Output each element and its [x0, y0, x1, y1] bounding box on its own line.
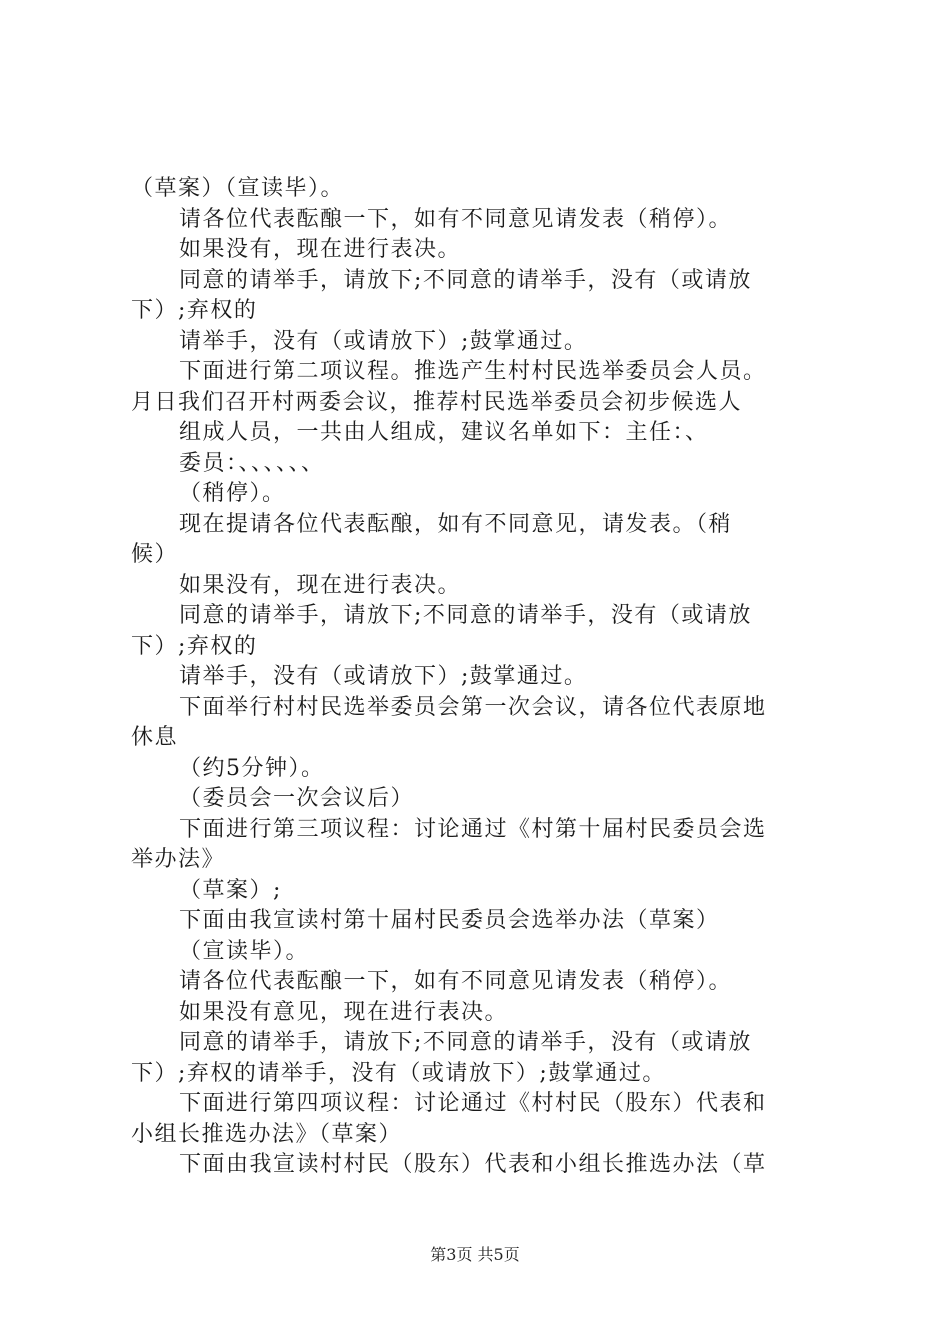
text-line: 如果没有，现在进行表决。: [179, 237, 462, 262]
text-line: 同意的请举手，请放下;不同意的请举手，没有（或请放: [179, 1030, 752, 1055]
text-line: （宣读毕）。: [179, 938, 310, 964]
text-line: 请各位代表酝酿一下，如有不同意见请发表（稍停）。: [179, 206, 733, 232]
text-line: 组成人员，一共由人组成，建议名单如下：主任：、: [179, 420, 709, 445]
text-line: 休息: [131, 725, 179, 750]
text-line: 候）: [131, 542, 179, 567]
text-line: 现在提请各位代表酝酿，如有不同意见，请发表。（稍: [179, 511, 733, 537]
text-line: 下面举行村村民选举委员会第一次会议，请各位代表原地: [179, 694, 767, 720]
text-line: 如果没有意见，现在进行表决。: [179, 999, 509, 1025]
text-line: 下面进行第二项议程。推选产生村村民选举委员会人员。: [179, 359, 767, 384]
text-line: 下面进行第三项议程：讨论通过《村第十届村民委员会选: [179, 816, 767, 842]
page-footer: 第3页 共5页: [430, 1245, 520, 1264]
text-line: 下）;弃权的: [131, 633, 258, 659]
text-line: 下面进行第四项议程：讨论通过《村村民（股东）代表和: [179, 1091, 767, 1116]
text-line: 如果没有，现在进行表决。: [179, 572, 462, 598]
text-line: 下面由我宣读村第十届村民委员会选举办法（草案）: [179, 908, 720, 933]
document-body: [131, 174, 835, 1181]
text-line: （草案）;: [179, 877, 282, 903]
text-line: 下面由我宣读村村民（股东）代表和小组长推选办法（草: [179, 1152, 767, 1177]
text-line: （委员会一次会议后）: [179, 786, 415, 811]
text-line: 下）;弃权的: [131, 298, 258, 323]
text-line: 同意的请举手，请放下;不同意的请举手，没有（或请放: [179, 603, 752, 628]
text-line: 委员：、、、、、、: [179, 450, 325, 476]
text-line: （稍停）。: [179, 481, 286, 506]
text-line: 请举手，没有（或请放下）;鼓掌通过。: [179, 664, 588, 689]
text-line: 请各位代表酝酿一下，如有不同意见请发表（稍停）。: [179, 969, 733, 994]
text-line: 请举手，没有（或请放下）;鼓掌通过。: [179, 328, 588, 354]
text-line: （草案）（宣读毕）。: [131, 176, 345, 201]
text-line: 下）;弃权的请举手，没有（或请放下）;鼓掌通过。: [131, 1060, 666, 1086]
text-line: 小组长推选办法》（草案）: [131, 1121, 403, 1147]
text-line: 举办法》: [131, 847, 226, 872]
text-line: 同意的请举手，请放下;不同意的请举手，没有（或请放: [179, 267, 752, 293]
text-line: （约5分钟）。: [179, 755, 325, 781]
text-line: 月日我们召开村两委会议，推荐村民选举委员会初步候选人: [131, 389, 743, 415]
